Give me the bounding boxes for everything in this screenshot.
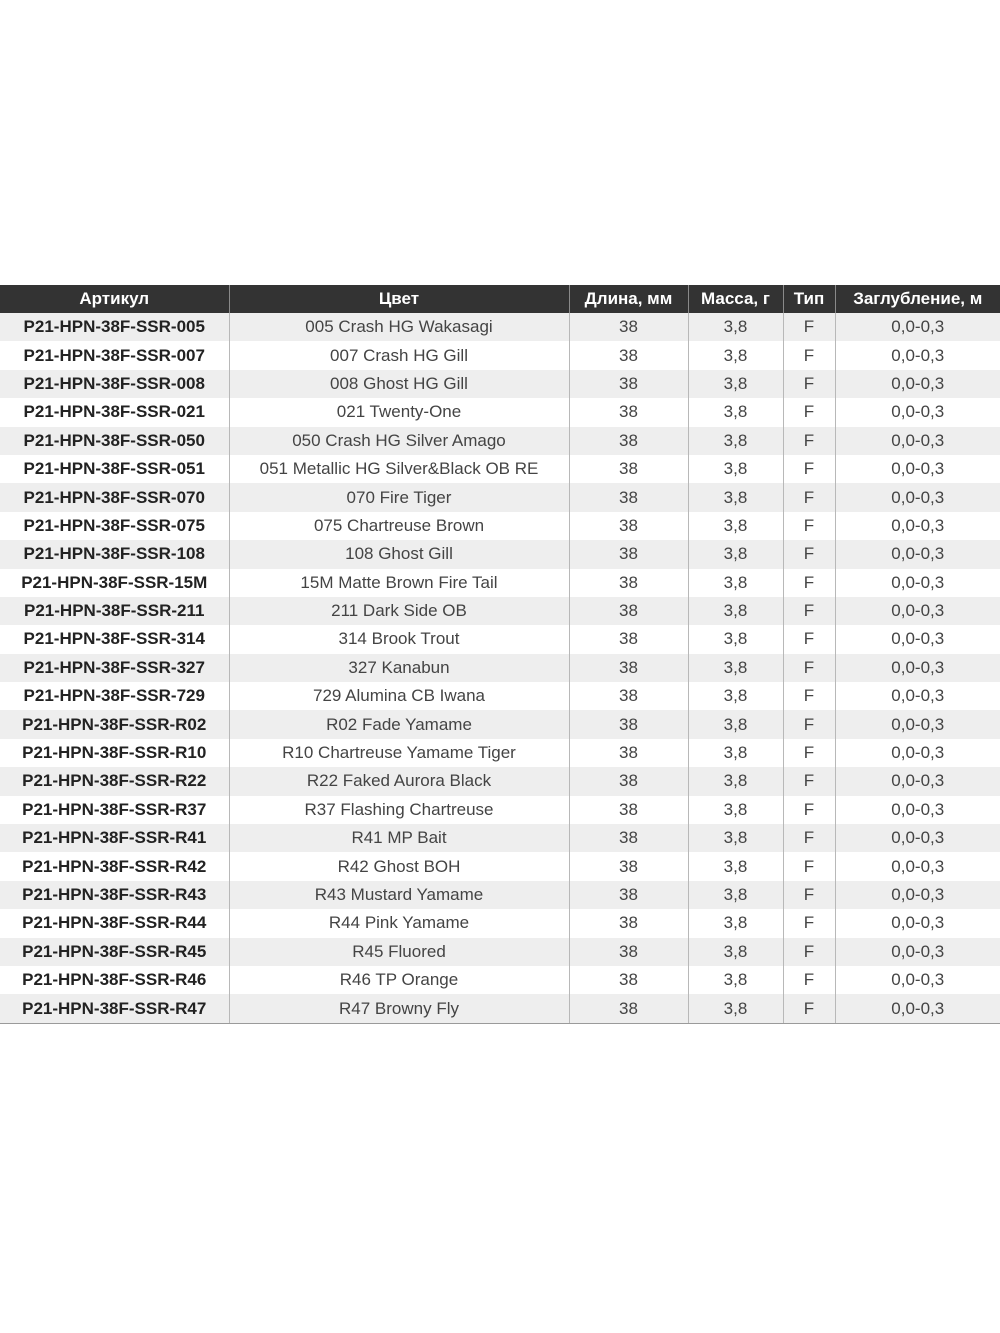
cell-depth: 0,0-0,3 — [835, 427, 1000, 455]
cell-length: 38 — [569, 398, 688, 426]
cell-length: 38 — [569, 455, 688, 483]
cell-sku: P21-HPN-38F-SSR-R37 — [0, 796, 229, 824]
cell-type: F — [783, 994, 835, 1023]
cell-color: R46 TP Orange — [229, 966, 569, 994]
cell-sku: P21-HPN-38F-SSR-R02 — [0, 710, 229, 738]
cell-weight: 3,8 — [688, 540, 783, 568]
cell-weight: 3,8 — [688, 398, 783, 426]
table-row — [0, 313, 1000, 341]
cell-weight: 3,8 — [688, 881, 783, 909]
cell-type: F — [783, 313, 835, 341]
cell-type: F — [783, 852, 835, 880]
cell-color: R43 Mustard Yamame — [229, 881, 569, 909]
cell-sku: P21-HPN-38F-SSR-108 — [0, 540, 229, 568]
cell-color: 729 Alumina CB Iwana — [229, 682, 569, 710]
cell-type: F — [783, 767, 835, 795]
cell-weight: 3,8 — [688, 796, 783, 824]
cell-sku: P21-HPN-38F-SSR-R44 — [0, 909, 229, 937]
cell-weight: 3,8 — [688, 512, 783, 540]
cell-weight: 3,8 — [688, 569, 783, 597]
table-row — [0, 909, 1000, 937]
cell-depth: 0,0-0,3 — [835, 909, 1000, 937]
cell-sku: P21-HPN-38F-SSR-R47 — [0, 994, 229, 1023]
cell-depth: 0,0-0,3 — [835, 512, 1000, 540]
cell-depth: 0,0-0,3 — [835, 767, 1000, 795]
cell-depth: 0,0-0,3 — [835, 824, 1000, 852]
cell-depth: 0,0-0,3 — [835, 710, 1000, 738]
table-row — [0, 341, 1000, 369]
table-row — [0, 710, 1000, 738]
cell-type: F — [783, 540, 835, 568]
cell-weight: 3,8 — [688, 625, 783, 653]
cell-color: 108 Ghost Gill — [229, 540, 569, 568]
cell-color: 211 Dark Side OB — [229, 597, 569, 625]
cell-type: F — [783, 824, 835, 852]
product-spec-table — [0, 285, 1000, 1024]
cell-depth: 0,0-0,3 — [835, 852, 1000, 880]
cell-color: 007 Crash HG Gill — [229, 341, 569, 369]
cell-color: 327 Kanabun — [229, 654, 569, 682]
cell-weight: 3,8 — [688, 938, 783, 966]
cell-depth: 0,0-0,3 — [835, 540, 1000, 568]
cell-type: F — [783, 625, 835, 653]
cell-weight: 3,8 — [688, 427, 783, 455]
header-color: Цвет — [229, 285, 569, 313]
cell-color: R44 Pink Yamame — [229, 909, 569, 937]
cell-depth: 0,0-0,3 — [835, 455, 1000, 483]
cell-type: F — [783, 455, 835, 483]
cell-weight: 3,8 — [688, 455, 783, 483]
table-row — [0, 398, 1000, 426]
cell-color: R45 Fluored — [229, 938, 569, 966]
cell-depth: 0,0-0,3 — [835, 739, 1000, 767]
cell-sku: P21-HPN-38F-SSR-R42 — [0, 852, 229, 880]
cell-length: 38 — [569, 710, 688, 738]
cell-type: F — [783, 654, 835, 682]
table-row — [0, 966, 1000, 994]
cell-sku: P21-HPN-38F-SSR-R10 — [0, 739, 229, 767]
table-row — [0, 654, 1000, 682]
table-row — [0, 569, 1000, 597]
cell-depth: 0,0-0,3 — [835, 994, 1000, 1023]
cell-weight: 3,8 — [688, 994, 783, 1023]
cell-type: F — [783, 710, 835, 738]
cell-depth: 0,0-0,3 — [835, 881, 1000, 909]
cell-length: 38 — [569, 370, 688, 398]
header-type: Тип — [783, 285, 835, 313]
cell-weight: 3,8 — [688, 739, 783, 767]
table-row — [0, 938, 1000, 966]
cell-depth: 0,0-0,3 — [835, 796, 1000, 824]
cell-type: F — [783, 398, 835, 426]
cell-type: F — [783, 370, 835, 398]
cell-type: F — [783, 483, 835, 511]
table-row — [0, 739, 1000, 767]
cell-depth: 0,0-0,3 — [835, 483, 1000, 511]
cell-weight: 3,8 — [688, 682, 783, 710]
cell-length: 38 — [569, 796, 688, 824]
cell-length: 38 — [569, 852, 688, 880]
cell-color: R02 Fade Yamame — [229, 710, 569, 738]
cell-depth: 0,0-0,3 — [835, 341, 1000, 369]
table-row — [0, 483, 1000, 511]
cell-color: 050 Crash HG Silver Amago — [229, 427, 569, 455]
cell-color: 051 Metallic HG Silver&Black OB RE — [229, 455, 569, 483]
cell-sku: P21-HPN-38F-SSR-075 — [0, 512, 229, 540]
cell-depth: 0,0-0,3 — [835, 597, 1000, 625]
cell-type: F — [783, 966, 835, 994]
header-length: Длина, мм — [569, 285, 688, 313]
header-weight: Масса, г — [688, 285, 783, 313]
header-sku: Артикул — [0, 285, 229, 313]
cell-sku: P21-HPN-38F-SSR-051 — [0, 455, 229, 483]
cell-length: 38 — [569, 313, 688, 341]
cell-length: 38 — [569, 767, 688, 795]
cell-color: R37 Flashing Chartreuse — [229, 796, 569, 824]
cell-depth: 0,0-0,3 — [835, 370, 1000, 398]
cell-weight: 3,8 — [688, 313, 783, 341]
cell-color: R41 MP Bait — [229, 824, 569, 852]
cell-color: R10 Chartreuse Yamame Tiger — [229, 739, 569, 767]
cell-depth: 0,0-0,3 — [835, 938, 1000, 966]
cell-color: R42 Ghost BOH — [229, 852, 569, 880]
cell-color: 070 Fire Tiger — [229, 483, 569, 511]
table-header-row — [0, 285, 1000, 313]
table-row — [0, 540, 1000, 568]
cell-type: F — [783, 341, 835, 369]
table-row — [0, 881, 1000, 909]
cell-color: 005 Crash HG Wakasagi — [229, 313, 569, 341]
cell-sku: P21-HPN-38F-SSR-R22 — [0, 767, 229, 795]
cell-color: 008 Ghost HG Gill — [229, 370, 569, 398]
table-row — [0, 597, 1000, 625]
cell-sku: P21-HPN-38F-SSR-15M — [0, 569, 229, 597]
cell-weight: 3,8 — [688, 597, 783, 625]
cell-length: 38 — [569, 512, 688, 540]
cell-weight: 3,8 — [688, 370, 783, 398]
table-row — [0, 767, 1000, 795]
cell-length: 38 — [569, 341, 688, 369]
cell-weight: 3,8 — [688, 767, 783, 795]
cell-length: 38 — [569, 881, 688, 909]
cell-sku: P21-HPN-38F-SSR-R46 — [0, 966, 229, 994]
cell-depth: 0,0-0,3 — [835, 569, 1000, 597]
cell-depth: 0,0-0,3 — [835, 313, 1000, 341]
cell-length: 38 — [569, 966, 688, 994]
cell-sku: P21-HPN-38F-SSR-050 — [0, 427, 229, 455]
cell-sku: P21-HPN-38F-SSR-008 — [0, 370, 229, 398]
cell-length: 38 — [569, 909, 688, 937]
table-row — [0, 682, 1000, 710]
cell-type: F — [783, 796, 835, 824]
cell-length: 38 — [569, 994, 688, 1023]
table-body — [0, 313, 1000, 1023]
cell-color: R22 Faked Aurora Black — [229, 767, 569, 795]
table-row — [0, 370, 1000, 398]
cell-weight: 3,8 — [688, 909, 783, 937]
cell-sku: P21-HPN-38F-SSR-005 — [0, 313, 229, 341]
cell-length: 38 — [569, 682, 688, 710]
cell-type: F — [783, 512, 835, 540]
cell-type: F — [783, 881, 835, 909]
cell-length: 38 — [569, 540, 688, 568]
cell-color: 075 Chartreuse Brown — [229, 512, 569, 540]
cell-sku: P21-HPN-38F-SSR-729 — [0, 682, 229, 710]
cell-sku: P21-HPN-38F-SSR-R45 — [0, 938, 229, 966]
table-row — [0, 994, 1000, 1023]
cell-type: F — [783, 909, 835, 937]
cell-length: 38 — [569, 938, 688, 966]
cell-sku: P21-HPN-38F-SSR-007 — [0, 341, 229, 369]
cell-length: 38 — [569, 483, 688, 511]
cell-weight: 3,8 — [688, 341, 783, 369]
table-row — [0, 852, 1000, 880]
cell-sku: P21-HPN-38F-SSR-R41 — [0, 824, 229, 852]
cell-depth: 0,0-0,3 — [835, 682, 1000, 710]
cell-length: 38 — [569, 739, 688, 767]
cell-length: 38 — [569, 427, 688, 455]
cell-length: 38 — [569, 597, 688, 625]
cell-type: F — [783, 569, 835, 597]
table-row — [0, 824, 1000, 852]
cell-length: 38 — [569, 625, 688, 653]
cell-sku: P21-HPN-38F-SSR-211 — [0, 597, 229, 625]
cell-color: R47 Browny Fly — [229, 994, 569, 1023]
cell-type: F — [783, 938, 835, 966]
cell-type: F — [783, 427, 835, 455]
cell-type: F — [783, 682, 835, 710]
cell-length: 38 — [569, 824, 688, 852]
cell-length: 38 — [569, 569, 688, 597]
cell-color: 021 Twenty-One — [229, 398, 569, 426]
cell-sku: P21-HPN-38F-SSR-021 — [0, 398, 229, 426]
cell-length: 38 — [569, 654, 688, 682]
cell-depth: 0,0-0,3 — [835, 654, 1000, 682]
cell-type: F — [783, 597, 835, 625]
table-row — [0, 625, 1000, 653]
cell-sku: P21-HPN-38F-SSR-070 — [0, 483, 229, 511]
cell-weight: 3,8 — [688, 852, 783, 880]
cell-weight: 3,8 — [688, 483, 783, 511]
cell-sku: P21-HPN-38F-SSR-314 — [0, 625, 229, 653]
cell-depth: 0,0-0,3 — [835, 966, 1000, 994]
cell-type: F — [783, 739, 835, 767]
cell-depth: 0,0-0,3 — [835, 625, 1000, 653]
table-row — [0, 455, 1000, 483]
cell-sku: P21-HPN-38F-SSR-R43 — [0, 881, 229, 909]
cell-color: 314 Brook Trout — [229, 625, 569, 653]
table-row — [0, 796, 1000, 824]
cell-weight: 3,8 — [688, 966, 783, 994]
table-row — [0, 512, 1000, 540]
cell-weight: 3,8 — [688, 710, 783, 738]
cell-sku: P21-HPN-38F-SSR-327 — [0, 654, 229, 682]
header-depth: Заглубление, м — [835, 285, 1000, 313]
cell-depth: 0,0-0,3 — [835, 398, 1000, 426]
cell-weight: 3,8 — [688, 824, 783, 852]
cell-weight: 3,8 — [688, 654, 783, 682]
cell-color: 15M Matte Brown Fire Tail — [229, 569, 569, 597]
table-row — [0, 427, 1000, 455]
